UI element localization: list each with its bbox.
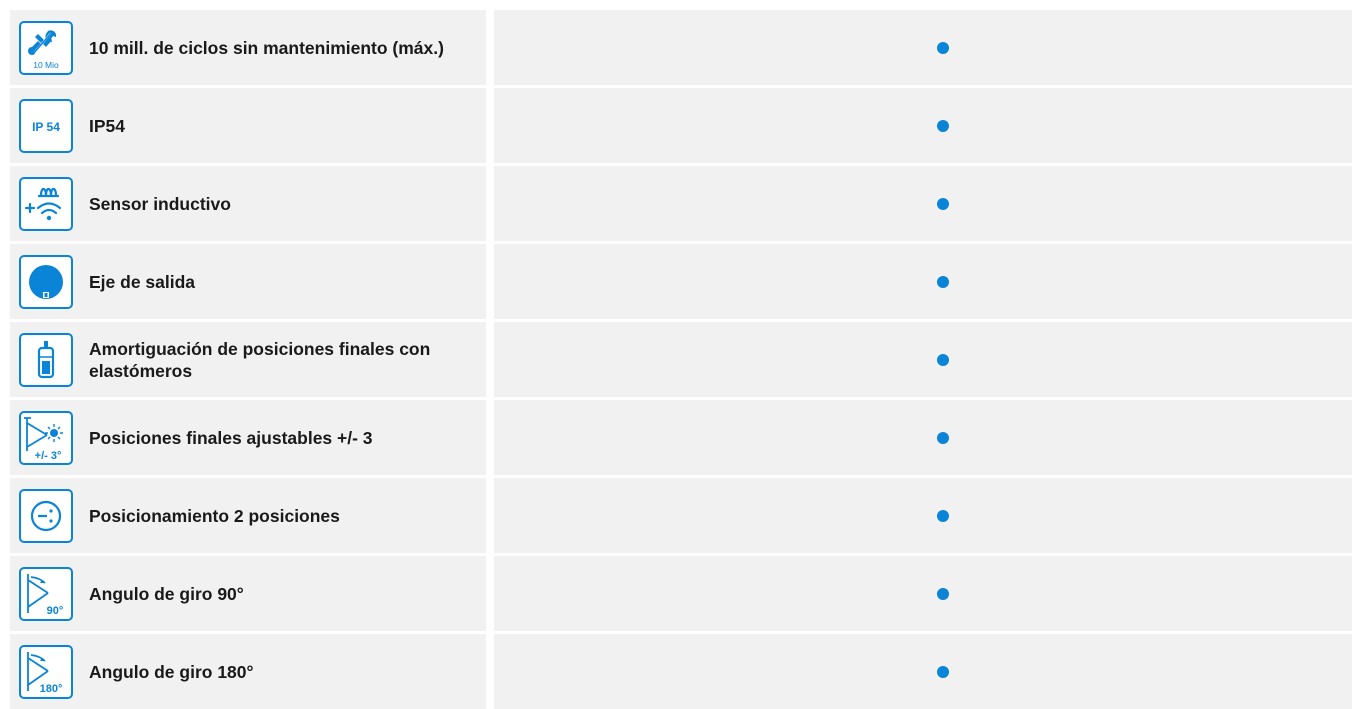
feature-label: 10 mill. de ciclos sin mantenimiento (máx.) xyxy=(89,37,444,58)
svg-text:10 Mio: 10 Mio xyxy=(33,59,59,70)
feature-value-cell xyxy=(494,166,1352,241)
output-shaft-icon xyxy=(19,255,73,309)
feature-row xyxy=(10,322,1352,397)
rotation-angle-90-icon xyxy=(19,567,73,621)
feature-value-cell xyxy=(494,400,1352,475)
feature-label-cell xyxy=(10,166,486,241)
feature-label: Sensor inductivo xyxy=(89,193,231,214)
availability-dot-icon xyxy=(937,588,949,600)
feature-label: Angulo de giro 90° xyxy=(89,583,244,604)
availability-dot-icon xyxy=(937,42,949,54)
feature-label: Eje de salida xyxy=(89,271,196,292)
feature-value-cell xyxy=(494,478,1352,553)
availability-dot-icon xyxy=(937,198,949,210)
availability-dot-icon xyxy=(937,276,949,288)
feature-label: Angulo de giro 180° xyxy=(89,661,254,682)
feature-row xyxy=(10,88,1352,163)
svg-text:+/- 3°: +/- 3° xyxy=(34,449,62,462)
feature-label: Amortiguación de posiciones finales con elastómeros xyxy=(89,338,431,381)
feature-value-cell xyxy=(494,556,1352,631)
inductive-sensor-icon xyxy=(19,177,73,231)
feature-label-cell xyxy=(10,10,486,85)
feature-value-cell xyxy=(494,244,1352,319)
feature-row xyxy=(10,634,1352,709)
feature-label-cell xyxy=(10,556,486,631)
availability-dot-icon xyxy=(937,666,949,678)
adjustable-end-positions-icon xyxy=(19,411,73,465)
feature-value-cell xyxy=(494,634,1352,709)
feature-label-cell xyxy=(10,478,486,553)
feature-value-cell xyxy=(494,88,1352,163)
feature-row xyxy=(10,400,1352,475)
feature-label-cell xyxy=(10,634,486,709)
feature-table xyxy=(10,10,1352,709)
ip54-icon xyxy=(19,99,73,153)
two-positions-icon xyxy=(19,489,73,543)
feature-label-cell xyxy=(10,88,486,163)
availability-dot-icon xyxy=(937,354,949,366)
svg-text:90°: 90° xyxy=(46,604,64,617)
elastomer-damping-icon xyxy=(19,333,73,387)
feature-label-cell xyxy=(10,322,486,397)
feature-row xyxy=(10,10,1352,85)
feature-label: Posiciones finales ajustables +/- 3 xyxy=(89,427,373,448)
availability-dot-icon xyxy=(937,120,949,132)
feature-row xyxy=(10,244,1352,319)
rotation-angle-180-icon xyxy=(19,645,73,699)
feature-label-cell xyxy=(10,400,486,475)
feature-row xyxy=(10,556,1352,631)
feature-label: IP54 xyxy=(89,115,125,136)
svg-text:IP 54: IP 54 xyxy=(32,119,60,134)
availability-dot-icon xyxy=(937,510,949,522)
feature-label-cell xyxy=(10,244,486,319)
availability-dot-icon xyxy=(937,432,949,444)
feature-row xyxy=(10,166,1352,241)
feature-label: Posicionamiento 2 posiciones xyxy=(89,505,340,526)
feature-value-cell xyxy=(494,322,1352,397)
svg-text:180°: 180° xyxy=(39,682,63,695)
maintenance-free-icon xyxy=(19,21,73,75)
feature-value-cell xyxy=(494,10,1352,85)
feature-row xyxy=(10,478,1352,553)
